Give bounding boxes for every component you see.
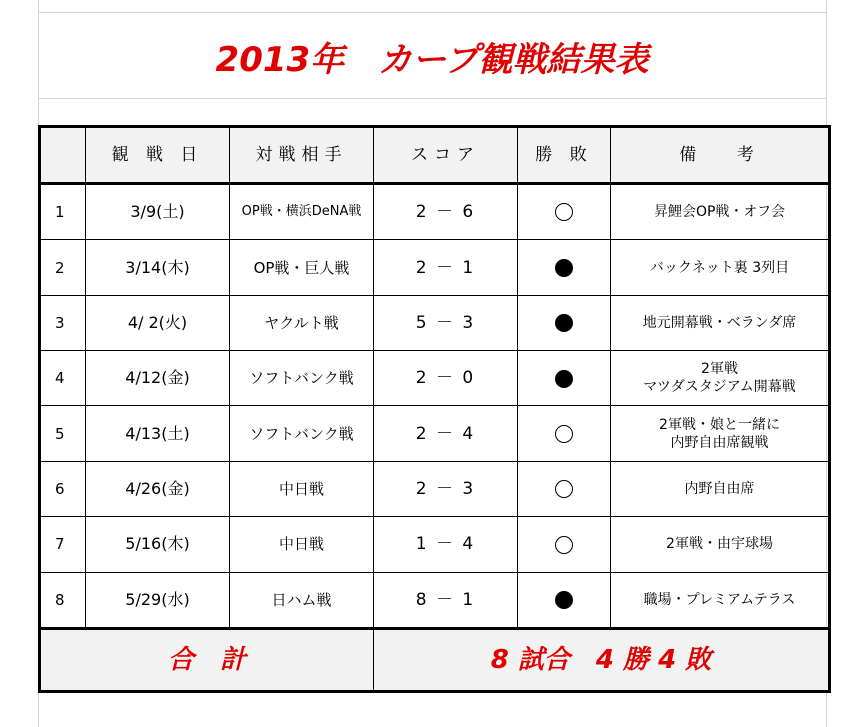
result-cell: [518, 351, 611, 406]
notes: [611, 406, 830, 461]
note-line: マツダスタジアム開幕戦: [643, 379, 796, 396]
notes: [611, 461, 830, 516]
row-number: 5: [40, 406, 86, 461]
table-row: [40, 184, 830, 240]
opponent: OP戦・横浜DeNA戦: [230, 184, 374, 240]
loss-open-circle-icon: [555, 536, 573, 554]
score: 5 － 3: [374, 295, 518, 350]
table-row: [40, 351, 830, 406]
result-cell: [518, 461, 611, 516]
note-line: 2軍戦: [701, 361, 738, 378]
row-number: 3: [40, 295, 86, 350]
notes: [611, 295, 830, 350]
sheet-gridline: [38, 98, 827, 99]
game-date: 4/13(土): [86, 406, 230, 461]
notes: [611, 517, 830, 572]
header-num: [40, 127, 86, 184]
note-line: 2軍戦・娘と一緒に: [659, 416, 780, 433]
loss-open-circle-icon: [555, 480, 573, 498]
table-row: [40, 461, 830, 516]
page-title: 2013年 カープ観戦結果表: [215, 40, 649, 80]
game-date: 3/9(土): [86, 184, 230, 240]
header-score: スコア: [374, 127, 518, 184]
score: 2 － 6: [374, 184, 518, 240]
result-cell: [518, 572, 611, 628]
loss-open-circle-icon: [555, 425, 573, 443]
opponent: ソフトバンク戦: [230, 351, 374, 406]
score: 2 － 0: [374, 351, 518, 406]
table-row: [40, 572, 830, 628]
result-cell: [518, 517, 611, 572]
notes: [611, 351, 830, 406]
header-date: 観 戦 日: [86, 127, 230, 184]
opponent: 日ハム戦: [230, 572, 374, 628]
result-cell: [518, 184, 611, 240]
note-line: 2軍戦・由宇球場: [666, 536, 773, 553]
notes: [611, 572, 830, 628]
row-number: 6: [40, 461, 86, 516]
notes: [611, 184, 830, 240]
note-line: 職場・プレミアムテラス: [643, 591, 796, 608]
header-opponent: 対戦相手: [230, 127, 374, 184]
win-filled-circle-icon: [555, 314, 573, 332]
score: 2 － 1: [374, 240, 518, 295]
row-number: 1: [40, 184, 86, 240]
header-result: 勝 敗: [518, 127, 611, 184]
sheet-gridline: [38, 12, 827, 13]
notes: [611, 240, 830, 295]
note-line: 昇鯉会OP戦・オフ会: [653, 204, 786, 221]
note-line: 内野自由席観戦: [670, 434, 769, 451]
table-row: [40, 517, 830, 572]
game-date: 3/14(木): [86, 240, 230, 295]
note-line: 地元開幕戦・ベランダ席: [642, 314, 797, 331]
row-number: 8: [40, 572, 86, 628]
game-date: 4/ 2(火): [86, 295, 230, 350]
opponent: 中日戦: [230, 517, 374, 572]
table-row: [40, 240, 830, 295]
score: 8 － 1: [374, 572, 518, 628]
result-cell: [518, 406, 611, 461]
row-number: 4: [40, 351, 86, 406]
loss-open-circle-icon: [555, 203, 573, 221]
header-notes: 備 考: [611, 127, 830, 184]
win-filled-circle-icon: [555, 259, 573, 277]
opponent: OP戦・巨人戦: [230, 240, 374, 295]
opponent: ヤクルト戦: [230, 295, 374, 350]
table-row: [40, 406, 830, 461]
results-table: [38, 125, 831, 693]
total-row: [40, 629, 830, 692]
table-row: [40, 295, 830, 350]
opponent: ソフトバンク戦: [230, 406, 374, 461]
result-cell: [518, 240, 611, 295]
game-date: 4/26(金): [86, 461, 230, 516]
score: 1 － 4: [374, 517, 518, 572]
score: 2 － 3: [374, 461, 518, 516]
result-cell: [518, 295, 611, 350]
game-date: 4/12(金): [86, 351, 230, 406]
note-line: バックネット裏 3列目: [649, 259, 790, 276]
game-date: 5/16(木): [86, 517, 230, 572]
win-filled-circle-icon: [555, 591, 573, 609]
note-line: 内野自由席: [684, 480, 755, 497]
win-filled-circle-icon: [555, 370, 573, 388]
opponent: 中日戦: [230, 461, 374, 516]
row-number: 7: [40, 517, 86, 572]
total-summary: 8 試合 4 勝 4 敗: [374, 629, 830, 692]
score: 2 － 4: [374, 406, 518, 461]
total-label: 合 計: [40, 629, 374, 692]
game-date: 5/29(水): [86, 572, 230, 628]
table-header-row: [40, 127, 830, 184]
row-number: 2: [40, 240, 86, 295]
